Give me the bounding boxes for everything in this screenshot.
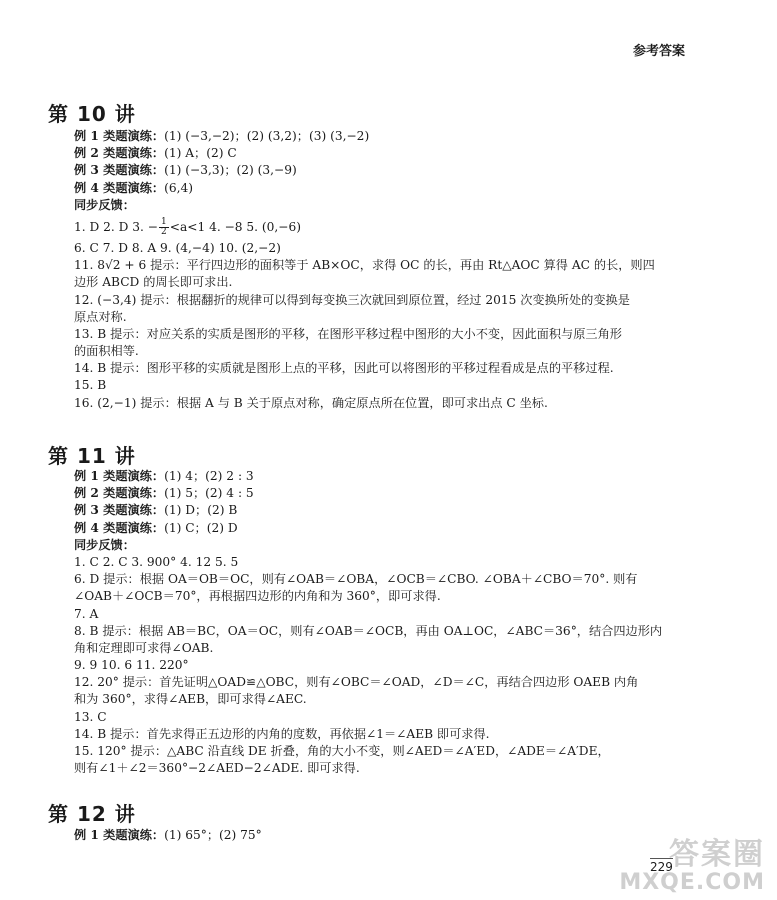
answer-line: 12. (−3,4) 提示：根据翻折的规律可以得到每变换三次就回到原位置，经过 2015 次变换所处的变换是	[74, 292, 630, 307]
watermark-logo	[619, 839, 765, 894]
section-title-10: 第 10 讲	[48, 102, 136, 126]
section-title-12: 第 12 讲	[48, 802, 136, 826]
answer-line: 例 1 类题演练：(1) 4；(2) 2 : 3	[74, 469, 254, 483]
answer-line: 例 4 类题演练：(6,4)	[74, 180, 193, 195]
answer-line: 1. D 2. D 3. − $\frac{1}{2}$ <a<1 4. −8 5. (0,−6)	[74, 216, 302, 237]
answer-line: 例 2 类题演练：(1) A；(2) C	[74, 146, 237, 161]
answer-line: 8. B 提示：根据 AB＝BC，OA＝OC，则有∠OAB＝∠OCB，再由 OA⊥OC，∠ABC＝36°，结合四边形内	[74, 623, 663, 638]
answer-line: 6. D 提示：根据 OA＝OB＝OC，则有∠OAB＝∠OBA，∠OCB＝∠CBO. ∠OBA＋∠CBO＝70°. 则有	[74, 572, 638, 587]
answer-line: 则有∠1＋∠2＝360°−2∠AED−2∠ADE. 即可求得.	[74, 761, 360, 776]
answer-line: 1. C 2. C 3. 900° 4. 12 5. 5	[74, 554, 239, 569]
answer-line: 9. 9 10. 6 11. 220°	[74, 658, 189, 673]
answer-line: 例 4 类题演练：(1) C；(2) D	[74, 520, 238, 535]
section-10-content	[74, 128, 697, 412]
answer-line: 的面积相等.	[74, 344, 139, 359]
answer-line: 例 3 类题演练：(1) (−3,3)；(2) (3,−9)	[74, 163, 297, 178]
watermark-text-top: 答案圈	[669, 837, 765, 873]
answer-line: 例 1 类题演练：(1) (−3,−2)；(2) (3,2)；(3) (3,−2)	[74, 129, 370, 143]
answer-line: 原点对称.	[74, 309, 127, 324]
sync-feedback-heading: 同步反馈：	[74, 197, 135, 212]
answer-line: 11. 8√2 + 6 提示：平行四边形的面积等于 AB×OC，求得 OC 的长，再由 Rt△AOC 算得 AC 的长，则四	[74, 258, 655, 273]
answer-line: ∠OAB＋∠OCB＝70°，再根据四边形的内角和为 360°，即可求得.	[74, 589, 441, 604]
answer-line: 14. B 提示：首先求得正五边形的内角的度数，再依据∠1＝∠AEB 即可求得.	[74, 726, 490, 741]
answer-line: 7. A	[74, 606, 99, 621]
answer-line: 15. B	[74, 378, 107, 393]
answer-line: 6. C 7. D 8. A 9. (4,−4) 10. (2,−2)	[74, 240, 281, 255]
answer-line: 13. C	[74, 709, 107, 724]
section-11-content	[74, 468, 697, 777]
answer-line: 和为 360°，求得∠AEB，即可求得∠AEC.	[74, 692, 307, 707]
answer-line: 13. B 提示：对应关系的实质是图形的平移，在图形平移过程中图形的大小不变，因此面积与原三角形	[74, 326, 622, 341]
answer-line: 14. B 提示：图形平移的实质就是图形上点的平移，因此可以将图形的平移过程看成是点的平移过程.	[74, 361, 614, 376]
section-12-content	[74, 827, 697, 844]
answer-line: 例 2 类题演练：(1) 5；(2) 4 : 5	[74, 486, 254, 501]
answer-line: 角和定理即可求得∠OAB.	[74, 640, 214, 655]
running-header: 参考答案	[632, 44, 685, 59]
page-number: 229	[650, 860, 673, 874]
answer-line: 例 1 类题演练：(1) 65°；(2) 75°	[74, 828, 262, 842]
section-title-11: 第 11 讲	[48, 444, 136, 468]
answer-line: 12. 20° 提示：首先证明△OAD≌△OBC，则有∠OBC＝∠OAD，∠D＝∠C，再结合四边形 OAEB 内角	[74, 675, 639, 690]
answer-line: 15. 120° 提示：△ABC 沿直线 DE 折叠，角的大小不变，则∠AED＝∠A′ED，∠ADE＝∠A′DE，	[74, 744, 610, 758]
answer-line: 例 3 类题演练：(1) D；(2) B	[74, 503, 238, 518]
sync-feedback-heading: 同步反馈：	[74, 537, 135, 552]
watermark-text-bottom: MXQE.COM	[619, 869, 765, 895]
answer-line: 16. (2,−1) 提示：根据 A 与 B 关于原点对称，确定原点所在位置，即可求出点 C 坐标.	[74, 395, 548, 410]
answer-line: 边形 ABCD 的周长即可求出.	[74, 275, 233, 290]
fraction: $\frac{1}{2}$	[161, 216, 167, 237]
